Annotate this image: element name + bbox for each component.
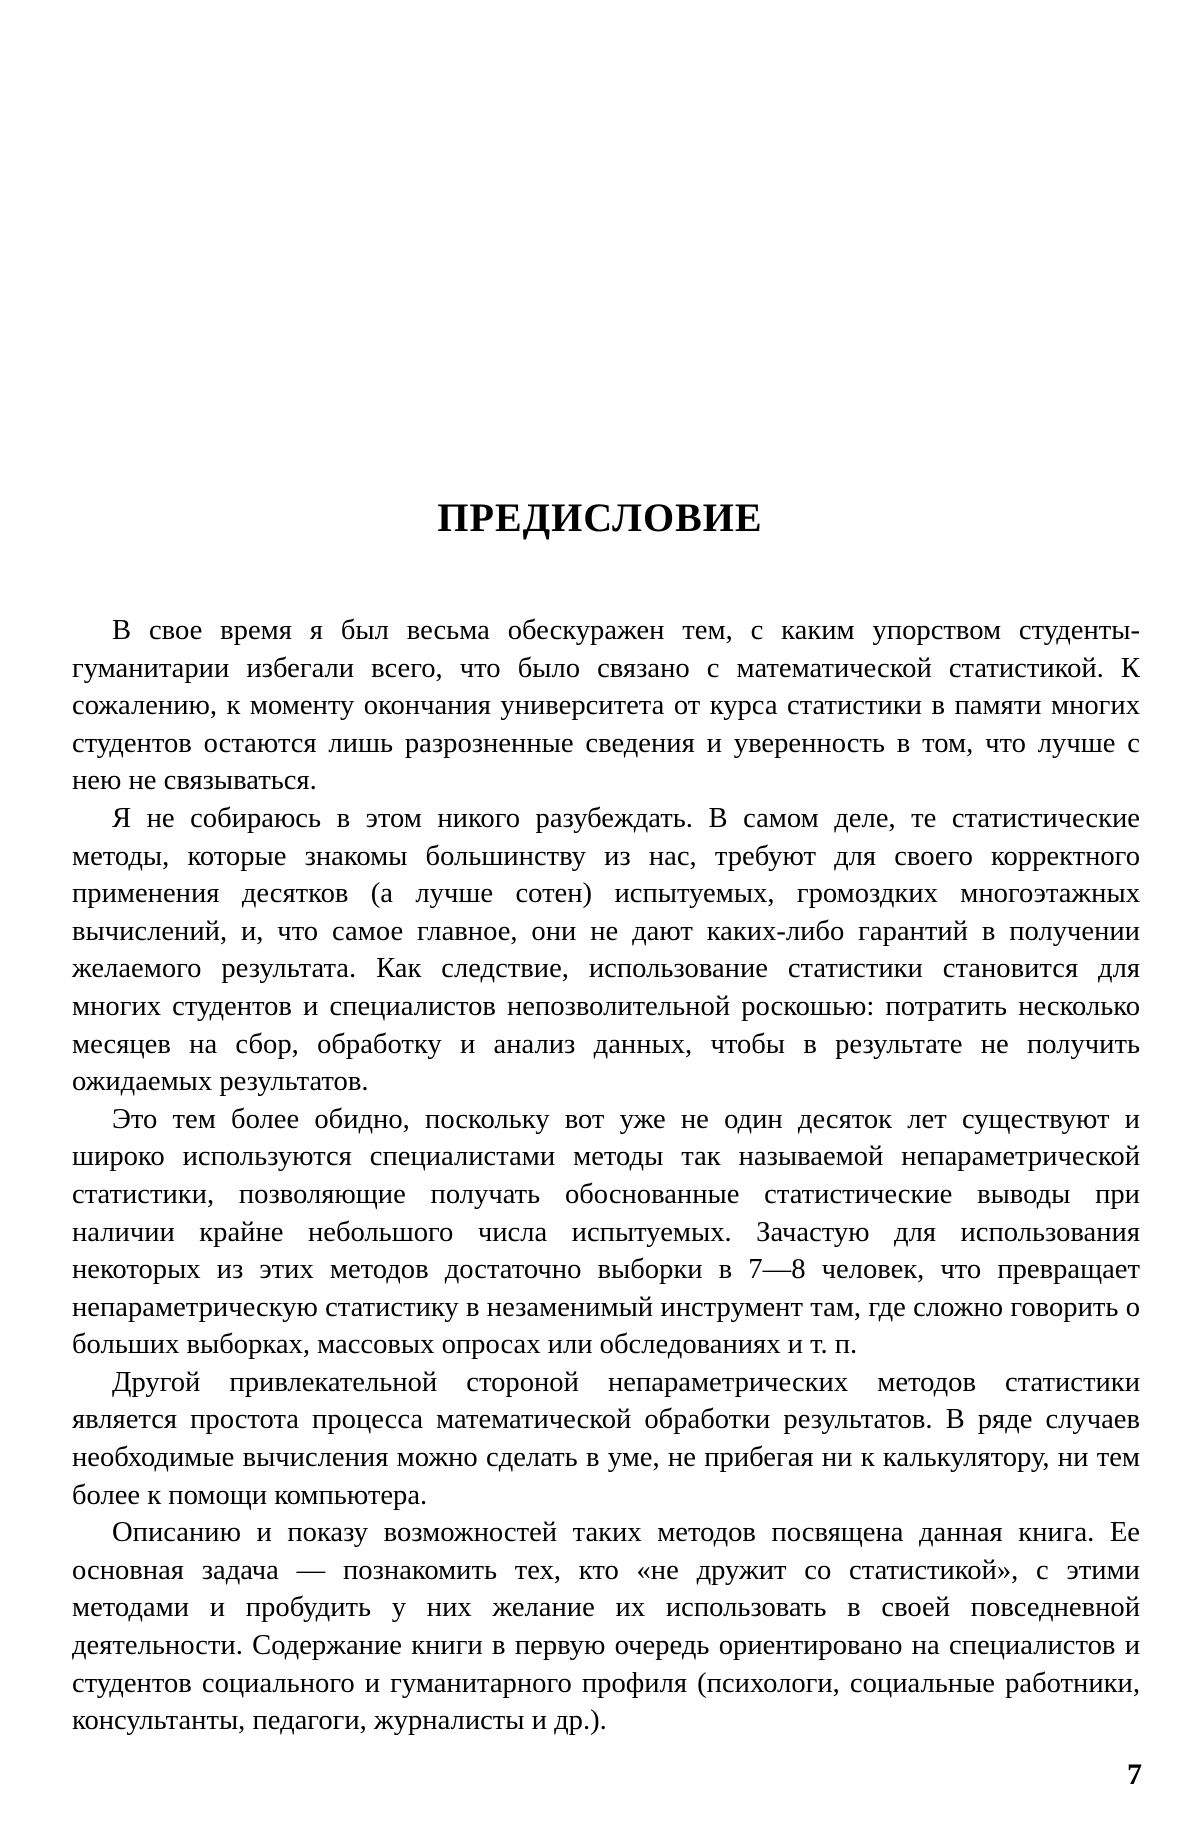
paragraph-5: Описанию и показу возможностей таких методов посвящена данная книга. Ее основная задача — познакомить тех, кто «не дружит со статистикой», с этими методами и пробудить у них желание их использовать в своей повседневной деятельности. Содержание книги в первую очередь ориентировано на специалистов и студентов социального и гуманитарного профиля (психологи, социальные работники, консультанты, педагоги, журналисты и др.).: [72, 1517, 1140, 1737]
chapter-heading: ПРЕДИСЛОВИЕ: [437, 495, 763, 540]
paragraph-3: Это тем более обидно, поскольку вот уже не один десяток лет существуют и широко используются специалистами методы так называемой непараметрической статистики, позволяющие получать обоснованные статистические выводы при наличии крайне небольшого числа испытуемых. Зачастую для использования некоторых из этих методов достаточно выборки в 7—8 человек, что превращает непараметрическую статистику в незаменимый инструмент там, где сложно говорить о больших выборках, массовых опросах или обследованиях и т. п.: [72, 1103, 1140, 1361]
paragraph-1: В свое время я был весьма обескуражен тем, с каким упорством студенты-гуманитарии избегали всего, что было связано с математической статистикой. К сожалению, к моменту окончания университета от курса статистики в памяти многих студентов остаются лишь разрозненные сведения и уверенность в том, что лучше с нею не связываться.: [72, 615, 1140, 797]
paragraph-2: Я не собираюсь в этом никого разубеждать. В самом деле, те статистические методы, которые знакомы большинству из нас, требуют для своего корректного применения десятков (а лучше сотен) испытуемых, громоздких многоэтажных вычислений, и, что самое главное, они не дают каких-либо гарантий в получении желаемого результата. Как следствие, использование статистики становится для многих студентов и специалистов непозволительной роскошью: потратить несколько месяцев на сбор, обработку и анализ данных, чтобы в результате не получить ожидаемых результатов.: [72, 802, 1140, 1098]
paragraph-4: Другой привлекательной стороной непараметрических методов статистики является простота процесса математической обработки результатов. В ряде случаев необходимые вычисления можно сделать в уме, не прибегая ни к калькулятору, ни тем более к помощи компьютера.: [72, 1366, 1140, 1511]
preface-body: [72, 612, 1140, 1740]
page-number: 7: [1127, 1758, 1142, 1791]
